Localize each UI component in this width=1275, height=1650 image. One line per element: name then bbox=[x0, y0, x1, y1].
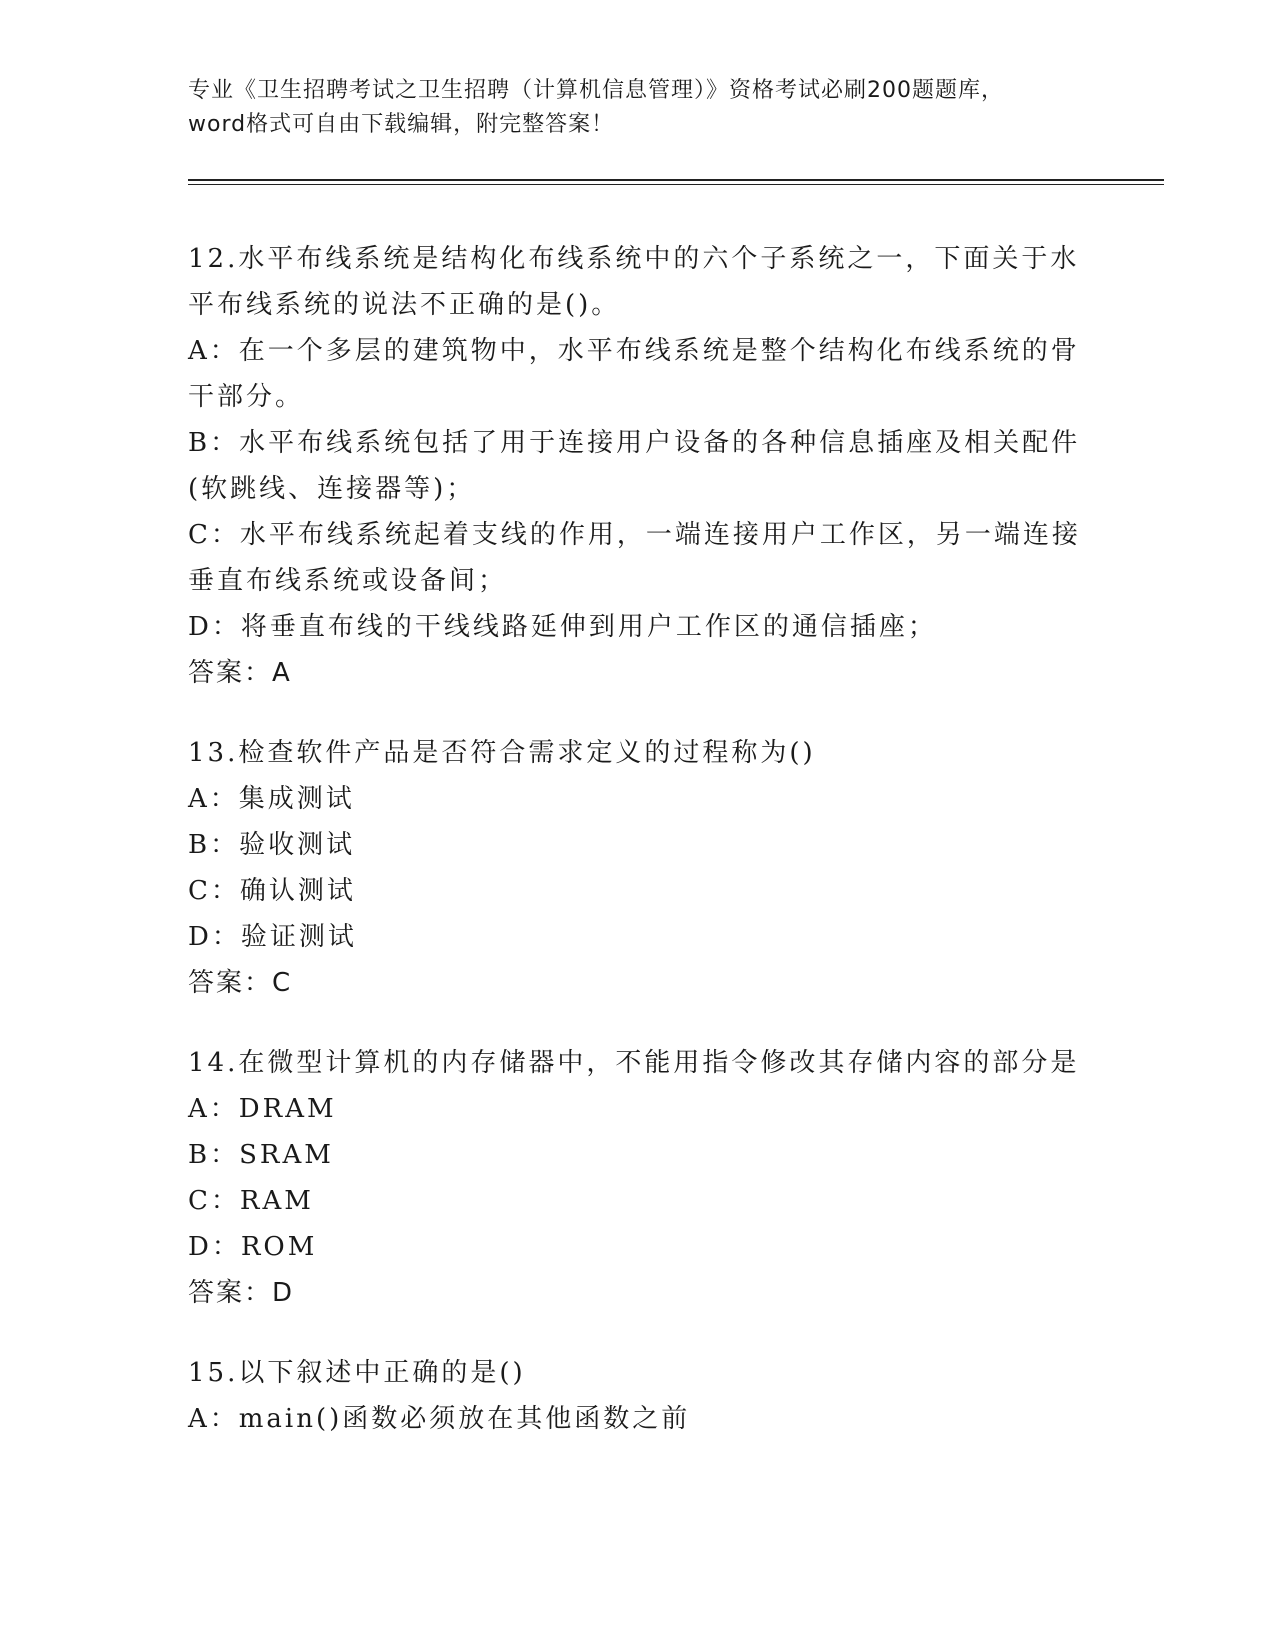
question-stem-line: 13.检查软件产品是否符合需求定义的过程称为() bbox=[188, 738, 816, 768]
option-a-line: A：集成测试 bbox=[188, 784, 355, 814]
header-line-1: 专业《卫生招聘考试之卫生招聘（计算机信息管理）》资格考试必刷200题题库， bbox=[188, 78, 1004, 103]
answer-line bbox=[188, 960, 1088, 1006]
answer-line bbox=[188, 1270, 1088, 1316]
option-a-line: 干部分。 bbox=[188, 382, 305, 412]
option-d-line: D：ROM bbox=[188, 1232, 318, 1262]
option-d-line: D：将垂直布线的干线线路延伸到用户工作区的通信插座； bbox=[188, 612, 937, 642]
answer-label: 答案： bbox=[188, 1278, 273, 1308]
answer-value: C bbox=[272, 968, 291, 998]
option-b-line: B：水平布线系统包括了用于连接用户设备的各种信息插座及相关配件 bbox=[188, 428, 1081, 458]
option-b-line: (软跳线、连接器等)； bbox=[188, 474, 476, 504]
option-c-line: C：确认测试 bbox=[188, 876, 356, 906]
answer-label: 答案： bbox=[188, 968, 273, 998]
question-13 bbox=[188, 730, 1088, 1006]
option-c-line: C：RAM bbox=[188, 1186, 314, 1216]
answer-line bbox=[188, 650, 1088, 696]
answer-value: A bbox=[272, 658, 290, 688]
question-stem-line: 14.在微型计算机的内存储器中，不能用指令修改其存储内容的部分是 bbox=[188, 1048, 1080, 1078]
question-stem-line: 15.以下叙述中正确的是() bbox=[188, 1358, 526, 1388]
header-rule-thin bbox=[188, 184, 1164, 185]
option-d-line: D：验证测试 bbox=[188, 922, 357, 952]
option-c-line: C：水平布线系统起着支线的作用，一端连接用户工作区，另一端连接 bbox=[188, 520, 1081, 550]
header-line-2: word格式可自由下载编辑，附完整答案！ bbox=[188, 112, 615, 137]
question-15 bbox=[188, 1350, 1088, 1442]
question-14 bbox=[188, 1040, 1088, 1316]
option-c-line: 垂直布线系统或设备间； bbox=[188, 566, 508, 596]
option-b-line: B：验收测试 bbox=[188, 830, 356, 860]
answer-value: D bbox=[272, 1278, 293, 1308]
document-header bbox=[188, 74, 1088, 142]
option-a-line: A：DRAM bbox=[188, 1094, 337, 1124]
answer-label: 答案： bbox=[188, 658, 273, 688]
option-a-line: A：main()函数必须放在其他函数之前 bbox=[188, 1404, 691, 1434]
question-list bbox=[188, 236, 1088, 1476]
header-rule-thick bbox=[188, 179, 1164, 181]
option-b-line: B：SRAM bbox=[188, 1140, 334, 1170]
question-stem-line: 平布线系统的说法不正确的是()。 bbox=[188, 290, 621, 320]
question-12 bbox=[188, 236, 1088, 696]
option-a-line: A：在一个多层的建筑物中，水平布线系统是整个结构化布线系统的骨 bbox=[188, 336, 1080, 366]
question-stem-line: 12.水平布线系统是结构化布线系统中的六个子系统之一，下面关于水 bbox=[188, 244, 1080, 274]
